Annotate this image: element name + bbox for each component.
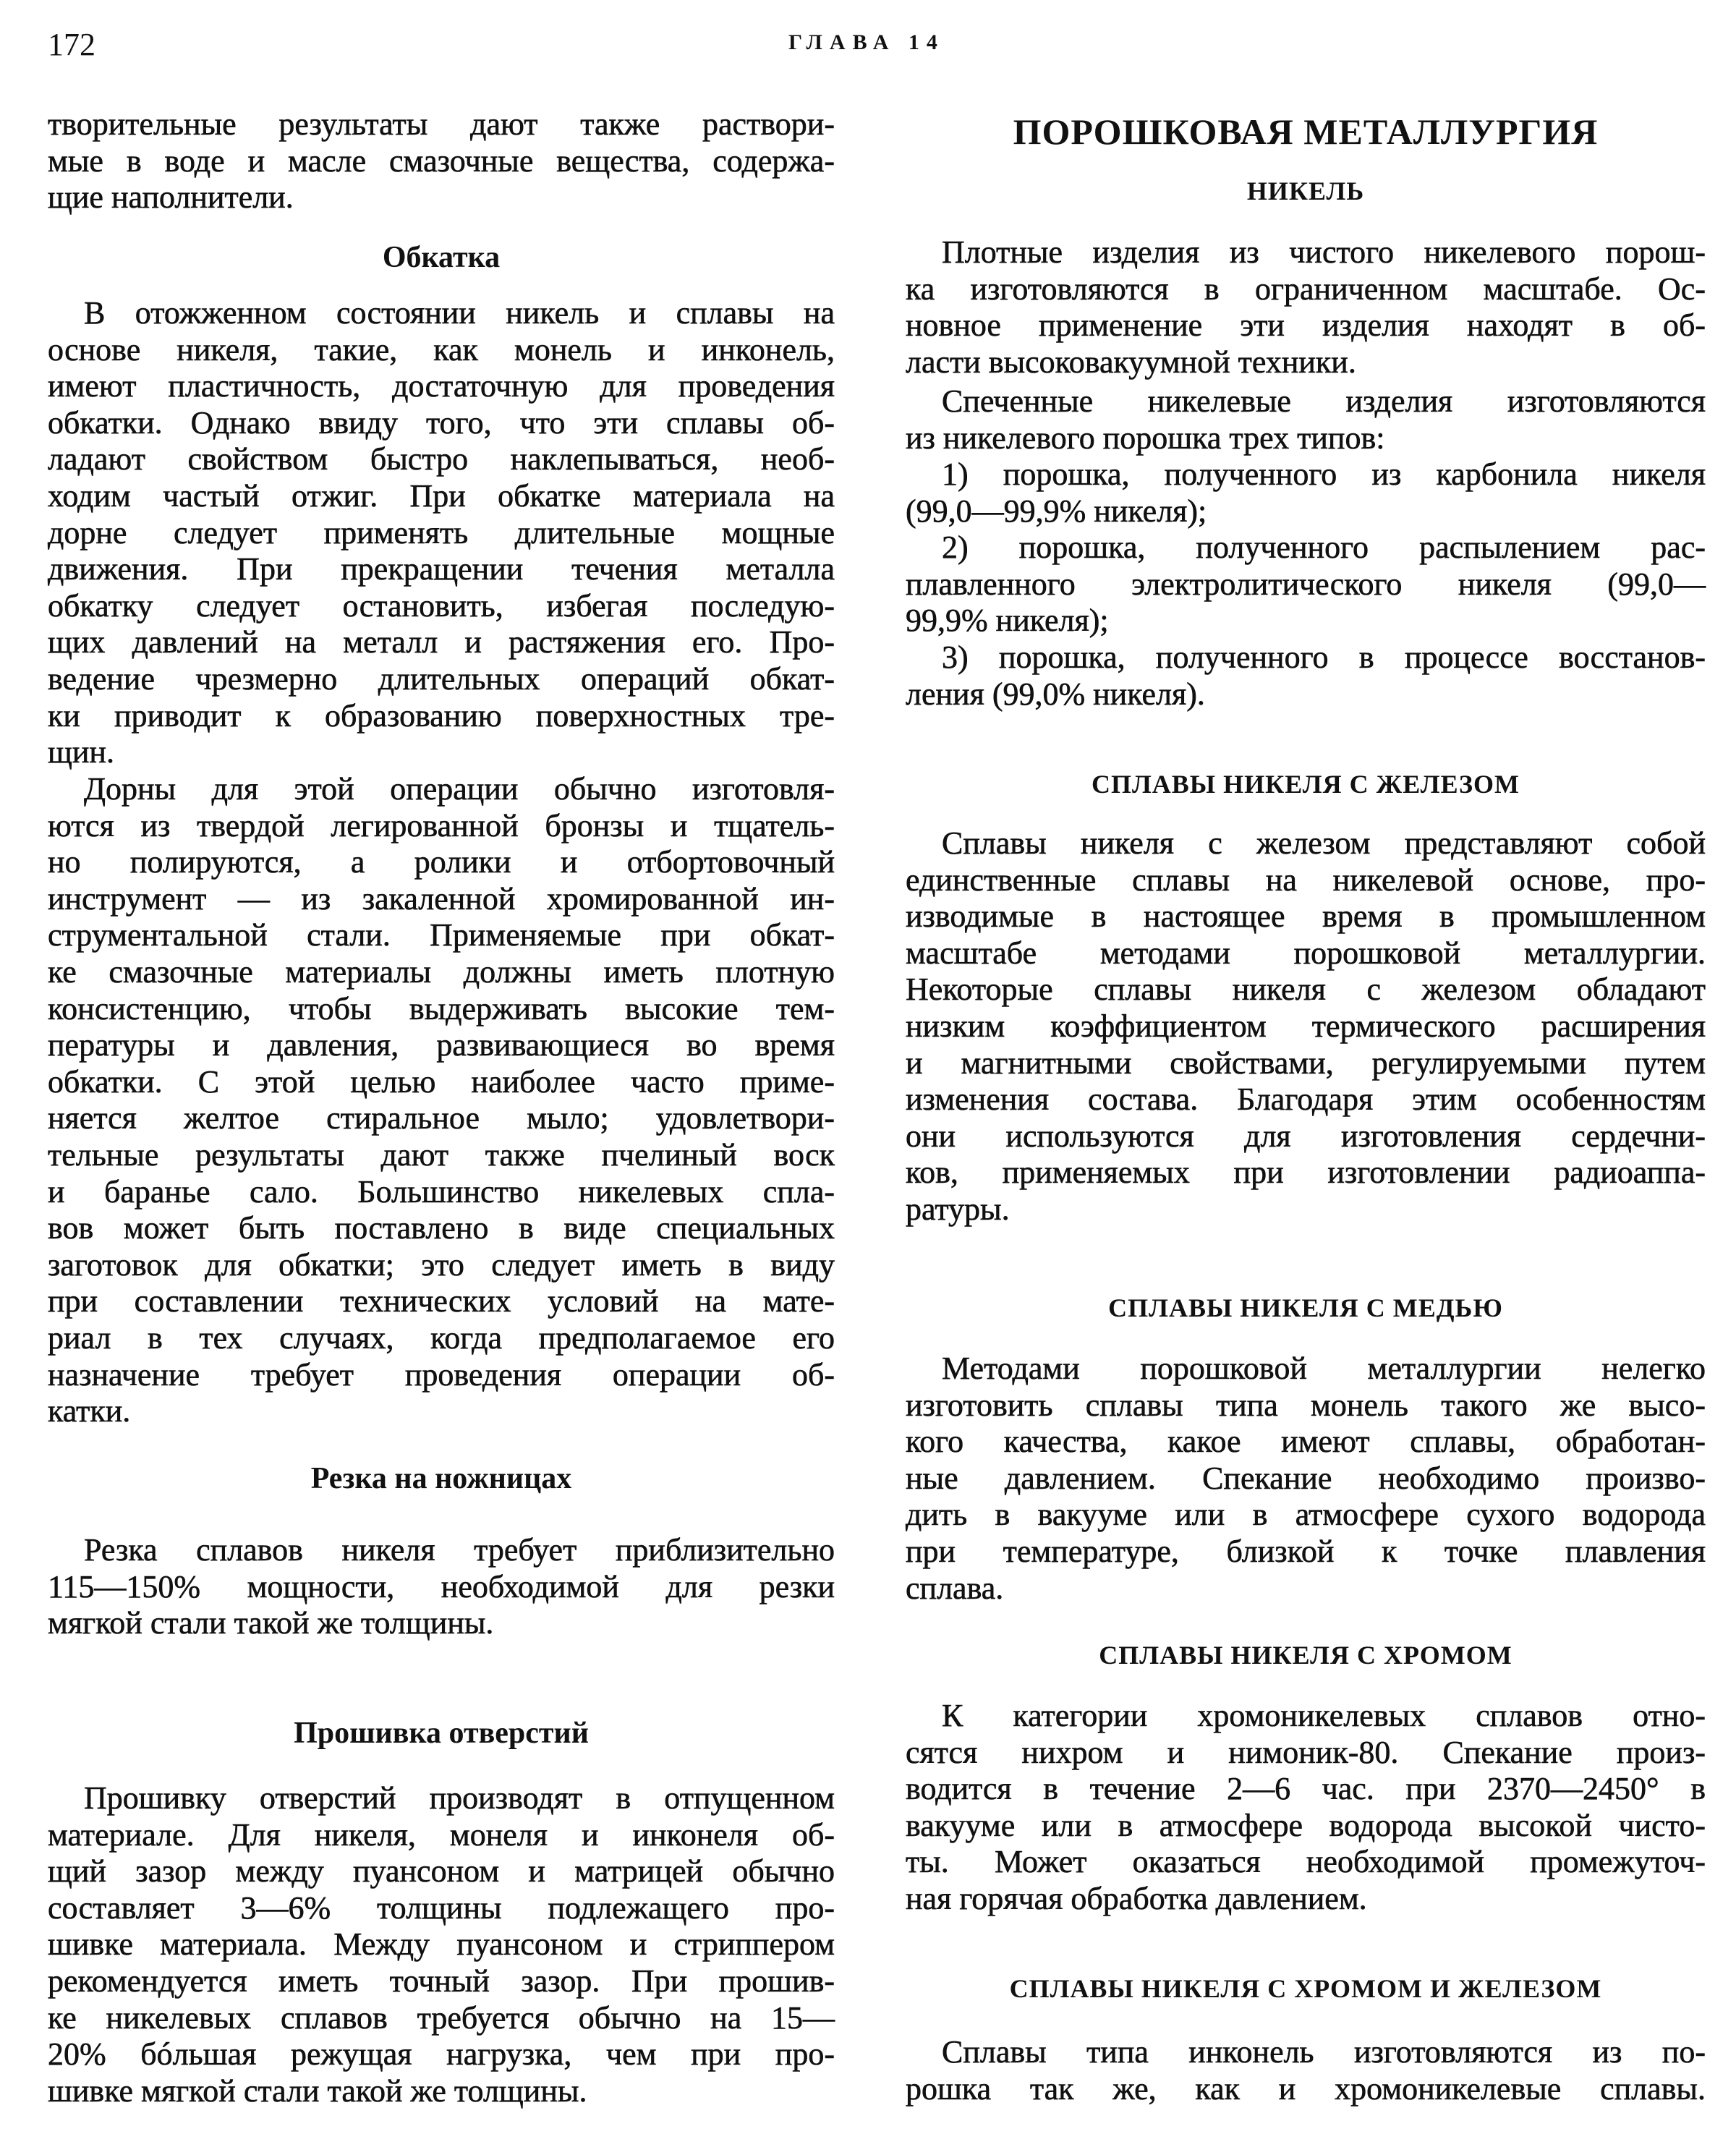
text-line: назначение требует проведения операции об- <box>48 1356 835 1393</box>
page-number: 172 <box>48 27 95 62</box>
paragraph-obkatka-2 <box>48 771 835 1430</box>
text-line: 20% бóльшая режущая нагрузка, чем при про- <box>48 2036 835 2073</box>
text-line: творительные результаты дают также раствори- <box>48 106 835 142</box>
text-line: плавленного электролитического никеля (99,0— <box>906 566 1706 602</box>
text-line: (99,0—99,9% никеля); <box>906 493 1207 529</box>
chapter-section-title: ПОРОШКОВАЯ МЕТАЛЛУРГИЯ <box>1013 111 1599 152</box>
text-line: ные давлением. Спекание необходимо произво- <box>906 1460 1706 1496</box>
text-line: вакууме или в атмосфере водорода высокой чисто- <box>906 1807 1706 1843</box>
text-line: Сплавы никеля с железом представляют собой <box>942 825 1706 861</box>
running-title: ГЛАВА 14 <box>788 30 945 54</box>
text-line: основе никеля, такие, как монель и инконель, <box>48 331 835 367</box>
text-line: Сплавы типа инконель изготовляются из по- <box>942 2034 1706 2070</box>
text-line: 3) порошка, полученного в процессе восстанов- <box>942 639 1706 675</box>
text-line: рекомендуется иметь точный зазор. При прошив- <box>48 1963 835 1999</box>
list-item-2 <box>906 530 1706 639</box>
paragraph-cr <box>906 1698 1706 1918</box>
text-line: вов может быть поставлено в виде специальных <box>48 1210 835 1246</box>
text-line: струментальной стали. Применяемые при обкат- <box>48 917 835 953</box>
text-line: при составлении технических условий на мате- <box>48 1283 835 1319</box>
text-line: низким коэффициентом термического расширения <box>906 1008 1706 1044</box>
text-line: изготовить сплавы типа монель такого же высо- <box>906 1387 1706 1423</box>
text-line: консистенцию, чтобы выдерживать высокие тем- <box>48 990 835 1026</box>
paragraph-rezka <box>48 1532 835 1642</box>
list-item-3 <box>906 639 1706 713</box>
text-line: ведение чрезмерно длительных операций обкат- <box>48 660 835 697</box>
text-line: 2) порошка, полученного распылением рас- <box>942 530 1706 565</box>
paragraph-nikel-1 <box>906 234 1706 381</box>
text-line: щий зазор между пуансоном и матрицей обычно <box>48 1853 835 1889</box>
text-line: шивке материала. Между пуансоном и стриппером <box>48 1926 835 1963</box>
text-line: сятся нихром и нимоник-80. Спекание произ- <box>906 1734 1706 1770</box>
text-line: ки приводит к образованию поверхностных тре- <box>48 697 835 734</box>
paragraph-nikel-2 <box>906 383 1706 456</box>
text-line: ков, применяемых при изготовлении радиоаппа- <box>906 1155 1706 1191</box>
text-line: щие наполнители. <box>48 179 294 216</box>
text-line: шивке мягкой стали такой же толщины. <box>48 2073 587 2109</box>
text-line: движения. При прекращении течения металла <box>48 551 835 587</box>
text-line: 115—150% мощности, необходимой для резки <box>48 1568 835 1604</box>
text-line: пературы и давления, развивающиеся во время <box>48 1027 835 1063</box>
text-line: ке никелевых сплавов требуется обычно на 15— <box>48 1999 835 2036</box>
section-heading-fe: СПЛАВЫ НИКЕЛЯ С ЖЕЛЕЗОМ <box>1091 770 1520 799</box>
paragraph-continuation <box>48 106 835 216</box>
text-line: изводимые в настоящее время в промышленном <box>906 898 1706 935</box>
text-line: тельные результаты дают также пчелиный воск <box>48 1136 835 1173</box>
text-line: обкатку следует остановить, избегая последую- <box>48 587 835 624</box>
text-line: риал в тех случаях, когда предполагаемое его <box>48 1319 835 1356</box>
text-line: Дорны для этой операции обычно изготовля- <box>84 771 835 807</box>
text-line: при температуре, близкой к точке плавления <box>906 1533 1706 1569</box>
list-item-1 <box>906 456 1706 530</box>
paragraph-cu <box>906 1351 1706 1607</box>
text-line: К категории хромоникелевых сплавов отно- <box>942 1698 1706 1733</box>
text-line: они используются для изготовления сердечни- <box>906 1118 1706 1154</box>
text-line: масштабе методами порошковой металлургии. <box>906 935 1706 971</box>
text-line: изменения состава. Благодаря этим особенностям <box>906 1081 1706 1118</box>
text-line: ке смазочные материалы должны иметь плотную <box>48 953 835 990</box>
text-line: катки. <box>48 1393 131 1429</box>
text-line: ходим частый отжиг. При обкатке материала на <box>48 477 835 514</box>
text-line: дорне следует применять длительные мощные <box>48 514 835 550</box>
text-line: Плотные изделия из чистого никелевого порош- <box>942 234 1706 270</box>
text-line: имеют пластичность, достаточную для проведения <box>48 368 835 404</box>
text-line: инструмент — из закаленной хромированной ин- <box>48 880 835 917</box>
text-line: материале. Для никеля, монеля и инконеля об- <box>48 1816 835 1853</box>
section-heading-cr: СПЛАВЫ НИКЕЛЯ С ХРОМОМ <box>1099 1641 1512 1670</box>
paragraph-obkatka-1 <box>48 295 835 771</box>
text-line: щин. <box>48 734 114 770</box>
section-heading-proshivka: Прошивка отверстий <box>294 1717 589 1750</box>
paragraph-fe <box>906 825 1706 1228</box>
section-heading-obkatka: Обкатка <box>382 241 501 274</box>
paragraph-proshivka <box>48 1780 835 2109</box>
text-line: рошка так же, как и хромоникелевые сплавы. <box>906 2070 1706 2107</box>
text-line: ная горячая обработка давлением. <box>906 1880 1367 1916</box>
text-line: 1) порошка, полученного из карбонила никеля <box>942 456 1706 492</box>
text-line: водится в течение 2—6 час. при 2370—2450° в <box>906 1771 1706 1807</box>
text-line: ты. Может оказаться необходимой промежуточ- <box>906 1844 1706 1880</box>
text-line: единственные сплавы на никелевой основе, про- <box>906 862 1706 898</box>
text-line: составляет 3—6% толщины подлежащего про- <box>48 1889 835 1926</box>
text-line: кого качества, какое имеют сплавы, обработан- <box>906 1424 1706 1460</box>
text-line: ления (99,0% никеля). <box>906 676 1205 712</box>
text-line: Некоторые сплавы никеля с железом обладают <box>906 972 1706 1008</box>
text-line: и баранье сало. Большинство никелевых спла- <box>48 1173 835 1210</box>
text-line: ратуры. <box>906 1191 1010 1227</box>
text-line: Резка сплавов никеля требует приблизительно <box>84 1532 835 1568</box>
text-line: заготовок для обкатки; это следует иметь в виду <box>48 1246 835 1283</box>
text-line: и магнитными свойствами, регулируемыми путем <box>906 1045 1706 1081</box>
text-line: мягкой стали такой же толщины. <box>48 1605 494 1641</box>
text-line: В отожженном состоянии никель и сплавы на <box>84 295 835 331</box>
text-line: 99,9% никеля); <box>906 603 1109 639</box>
text-line: ются из твердой легированной бронзы и тщатель- <box>48 807 835 843</box>
text-line: из никелевого порошка трех типов: <box>906 420 1385 456</box>
text-line: сплава. <box>906 1570 1004 1606</box>
text-line: щих давлений на металл и растяжения его. Про- <box>48 624 835 660</box>
text-line: дить в вакууме или в атмосфере сухого водорода <box>906 1497 1706 1533</box>
section-heading-rezka: Резка на ножницах <box>310 1462 572 1495</box>
section-heading-nikel: НИКЕЛЬ <box>1246 177 1365 205</box>
text-line: новное применение эти изделия находят в об- <box>906 307 1706 344</box>
section-heading-crfe: СПЛАВЫ НИКЕЛЯ С ХРОМОМ И ЖЕЛЕЗОМ <box>1009 1974 1602 2003</box>
text-line: ладают свойством быстро наклепываться, необ- <box>48 441 835 477</box>
text-line: Спеченные никелевые изделия изготовляются <box>942 383 1706 419</box>
text-line: Прошивку отверстий производят в отпущенном <box>84 1780 835 1816</box>
text-line: ласти высоковакуумной техники. <box>906 344 1356 380</box>
text-line: обкатки. С этой целью наиболее часто приме- <box>48 1063 835 1100</box>
text-line: но полируются, а ролики и отбортовочный <box>48 844 835 880</box>
text-line: мые в воде и масле смазочные вещества, содержа- <box>48 143 835 179</box>
text-line: ка изготовляются в ограниченном масштабе. Ос- <box>906 271 1706 307</box>
paragraph-crfe <box>906 2034 1706 2107</box>
text-line: няется желтое стиральное мыло; удовлетвори- <box>48 1100 835 1136</box>
section-heading-cu: СПЛАВЫ НИКЕЛЯ С МЕДЬЮ <box>1108 1293 1503 1322</box>
text-line: обкатки. Однако ввиду того, что эти сплавы об- <box>48 404 835 441</box>
text-line: Методами порошковой металлургии нелегко <box>942 1351 1706 1386</box>
